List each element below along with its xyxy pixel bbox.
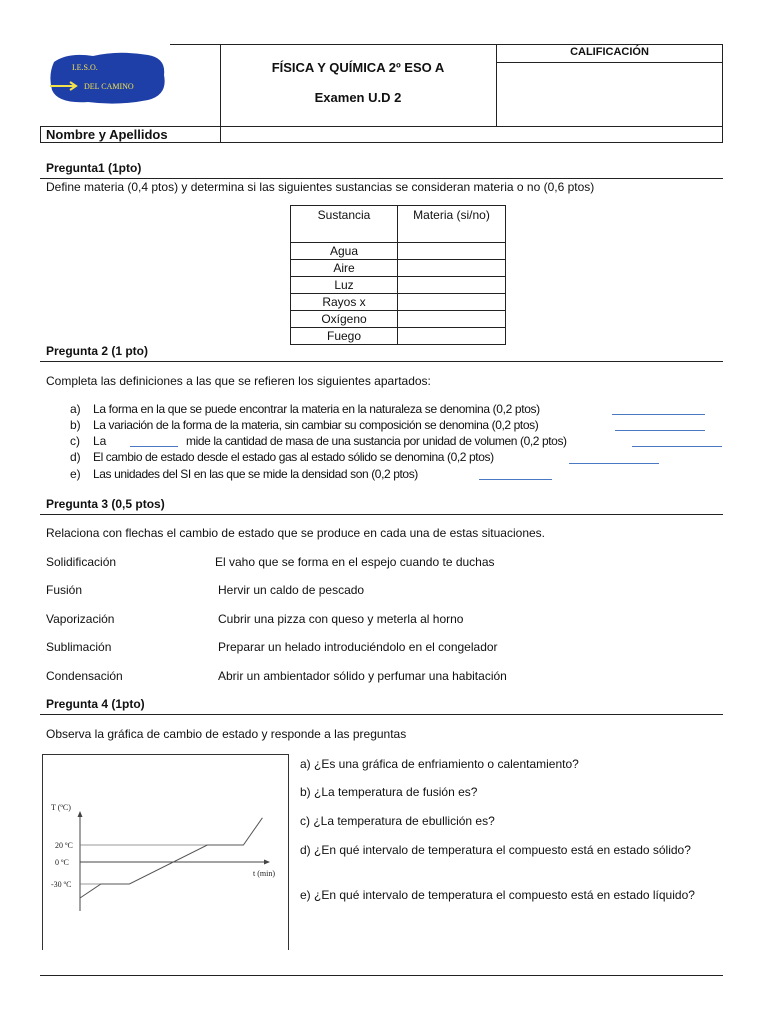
situation: Hervir un caldo de pescado — [218, 583, 365, 597]
name-field[interactable] — [221, 127, 722, 142]
item-text: Las unidades del SI en las que se mide la densidad son (0,2 ptos) — [93, 467, 418, 481]
q4-prompt: Observa la gráfica de cambio de estado y responde a las preguntas — [46, 727, 407, 741]
answer-blank[interactable] — [130, 446, 178, 447]
exam-subtitle: Examen U.D 2 — [314, 90, 402, 105]
col-header: Sustancia — [291, 206, 398, 243]
substance-cell: Agua — [291, 243, 398, 260]
q3-prompt: Relaciona con flechas el cambio de estado que se produce en cada una de estas situaciones. — [46, 526, 545, 540]
answer-cell[interactable] — [398, 294, 506, 311]
item-text: La forma en la que se puede encontrar la materia en la naturaleza se denomina (0,2 ptos) — [93, 402, 540, 416]
answer-blank[interactable] — [615, 430, 705, 431]
situation: El vaho que se forma en el espejo cuando te duchas — [215, 555, 495, 569]
answer-cell[interactable] — [398, 260, 506, 277]
y-axis-label: T (ºC) — [51, 803, 71, 812]
x-axis-label: t (min) — [253, 869, 275, 878]
y-tick-label: -30 ºC — [51, 880, 72, 889]
svg-text:DEL CAMINO: DEL CAMINO — [84, 82, 134, 91]
q4-question: b) ¿La temperatura de fusión es? — [300, 785, 478, 799]
q2-title: Pregunta 2 (1 pto) — [46, 344, 149, 358]
item-letter: e) — [70, 467, 81, 481]
q1-prompt: Define materia (0,4 ptos) y determina si las siguientes sustancias se consideran materia o no (0,6 ptos) — [46, 180, 595, 194]
y-axis-arrow — [78, 811, 83, 817]
temperature-curve — [80, 818, 262, 898]
substance-cell: Oxígeno — [291, 311, 398, 328]
item-letter: d) — [70, 450, 81, 464]
svg-text:I.E.S.O.: I.E.S.O. — [72, 63, 98, 72]
divider — [40, 514, 723, 515]
item-text: La variación de la forma de la materia, sin cambiar su composición se denomina (0,2 ptos) — [93, 418, 539, 432]
grade-field[interactable] — [497, 63, 722, 125]
q4-question: c) ¿La temperatura de ebullición es? — [300, 814, 495, 828]
state-change: Fusión — [46, 583, 83, 597]
situation: Preparar un helado introduciéndolo en el congelador — [218, 640, 498, 654]
x-axis-arrow — [264, 860, 270, 865]
substance-cell: Aire — [291, 260, 398, 277]
item-letter: b) — [70, 418, 81, 432]
answer-blank[interactable] — [569, 463, 659, 464]
state-change: Sublimación — [46, 640, 112, 654]
footer-line — [40, 975, 723, 976]
answer-blank[interactable] — [479, 479, 552, 480]
q3-title: Pregunta 3 (0,5 ptos) — [46, 497, 165, 511]
answer-blank[interactable] — [632, 446, 722, 447]
q4-title: Pregunta 4 (1pto) — [46, 697, 145, 711]
q1-title: Pregunta1 (1pto) — [46, 161, 142, 175]
q4-question: e) ¿En qué intervalo de temperatura el compuesto está en estado líquido? — [300, 888, 695, 902]
answer-cell[interactable] — [398, 311, 506, 328]
q4-question: a) ¿Es una gráfica de enfriamiento o calentamiento? — [300, 757, 579, 771]
state-change-chart — [42, 754, 289, 950]
substance-table — [290, 205, 506, 345]
item-text: La — [93, 434, 107, 448]
item-letter: a) — [70, 402, 81, 416]
exam-title: FÍSICA Y QUÍMICA 2º ESO A — [271, 60, 445, 75]
y-tick-label: 20 ºC — [55, 841, 73, 850]
situation: Cubrir una pizza con queso y meterla al horno — [218, 612, 464, 626]
item-letter: c) — [70, 434, 80, 448]
answer-cell[interactable] — [398, 277, 506, 294]
name-label: Nombre y Apellidos — [46, 127, 168, 142]
school-logo — [48, 50, 168, 106]
state-change: Vaporización — [46, 612, 115, 626]
grade-label: CALIFICACIÓN — [570, 46, 649, 58]
q2-prompt: Completa las definiciones a las que se refieren los siguientes apartados: — [46, 374, 431, 388]
item-text: El cambio de estado desde el estado gas al estado sólido se denomina (0,2 ptos) — [93, 450, 494, 464]
y-tick-label: 0 ºC — [55, 858, 69, 867]
substance-cell: Fuego — [291, 328, 398, 345]
answer-blank[interactable] — [612, 414, 705, 415]
situation: Abrir un ambientador sólido y perfumar una habitación — [218, 669, 507, 683]
col-header: Materia (si/no) — [398, 206, 506, 243]
q4-question: d) ¿En qué intervalo de temperatura el compuesto está en estado sólido? — [300, 843, 691, 857]
divider — [40, 178, 723, 179]
item-text: mide la cantidad de masa de una sustancia por unidad de volumen (0,2 ptos) — [186, 434, 567, 448]
divider — [40, 714, 723, 715]
substance-cell: Rayos x — [291, 294, 398, 311]
state-change: Condensación — [46, 669, 123, 683]
answer-cell[interactable] — [398, 328, 506, 345]
answer-cell[interactable] — [398, 243, 506, 260]
divider — [40, 361, 723, 362]
state-change: Solidificación — [46, 555, 117, 569]
substance-cell: Luz — [291, 277, 398, 294]
